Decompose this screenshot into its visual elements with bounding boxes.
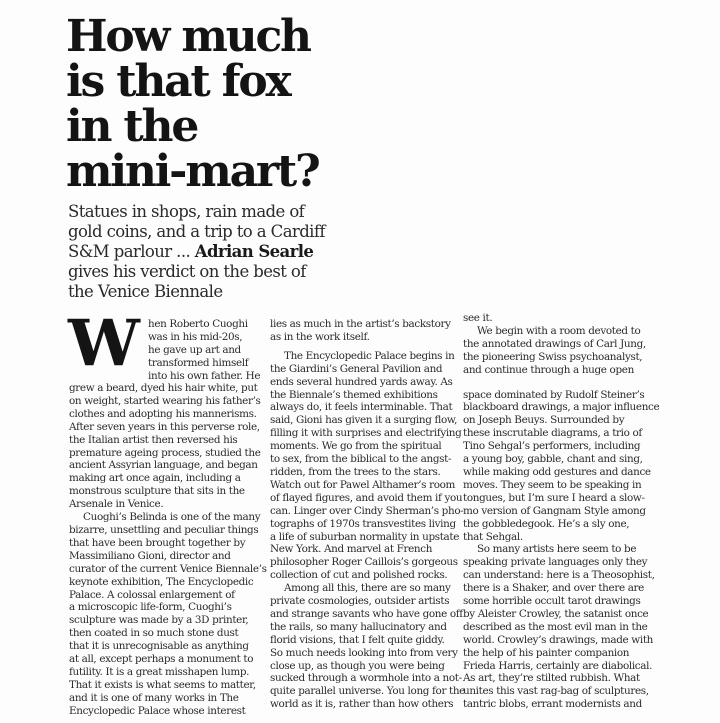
text-line: grew a beard, dyed his hair white, put <box>69 382 258 394</box>
text-line: Tino Sehgal’s performers, including <box>463 440 641 453</box>
text-line: space dominated by Rudolf Steiner’s <box>463 388 645 401</box>
text-line: these inscrutable diagrams, a trio of <box>463 427 642 440</box>
text-line: moments. We go from the spiritual <box>270 440 442 453</box>
text-line: So many artists here seem to be <box>477 543 637 556</box>
text-line: So much needs looking into from very <box>270 646 458 659</box>
text-line: tongues, but I’m sure I heard a slow- <box>463 491 645 504</box>
text-line: Among all this, there are so many <box>284 582 451 595</box>
standfirst-line: gold coins, and a trip to a Cardiff <box>68 222 325 241</box>
text-line: blackboard drawings, a major influence <box>463 401 660 414</box>
dropcap-block <box>68 306 261 382</box>
text-line: ancient Assyrian language, and began <box>69 459 258 472</box>
text-line: Arsenale in Venice. <box>69 498 164 511</box>
text-line: After seven years in this perverse role, <box>69 420 260 433</box>
text-line: said, Gioni has given it a surging flow, <box>270 414 458 427</box>
text-line: by Aleister Crowley, the satanist once <box>463 607 649 620</box>
text-line: keynote exhibition, The Encyclopedic <box>69 575 254 588</box>
text-line: Frieda Harris, certainly are diabolical. <box>463 659 653 672</box>
text-line: the annotated drawings of Carl Jung, <box>463 337 646 350</box>
text-line: on Joseph Beuys. Surrounded by <box>463 414 625 427</box>
standfirst-text: S&M parlour ... <box>68 242 195 261</box>
text-line: as in the work itself. <box>270 330 370 343</box>
text-line: clothes and adopting his mannerisms. <box>69 407 257 420</box>
text-line: always do, it feels interminable. That <box>270 401 453 414</box>
text-line: see it. <box>463 312 493 324</box>
text-line: a young boy, gabble, chant and sing, <box>463 453 643 466</box>
text-line: to sex, from the biblical to the angst- <box>270 453 452 466</box>
column-break-gap <box>463 377 653 389</box>
text-line: there is a Shaker, and over there are <box>463 582 644 595</box>
text-line: can understand: here is a Theosophist, <box>463 569 655 582</box>
text-line: Cuoghi’s Belinda is one of the many <box>83 511 261 524</box>
text-line: collection of cut and polished rocks. <box>270 569 448 582</box>
text-line: the help of his painter companion <box>463 646 630 659</box>
headline-line: in the <box>66 101 198 152</box>
text-line: and strange savants who have gone off <box>270 607 463 620</box>
text-line: was in his mid-20s, <box>148 330 243 343</box>
standfirst-line: Statues in shops, rain made of <box>68 202 305 221</box>
article-column-2 <box>270 318 465 711</box>
text-line: Watch out for Pawel Althamer’s room <box>270 478 456 491</box>
standfirst-line: gives his verdict on the best of <box>68 262 306 281</box>
text-line: filling it with surprises and electrifying <box>270 427 462 440</box>
text-line: that have been brought together by <box>69 536 246 549</box>
text-line: As art, they’re stilted rubbish. What <box>463 672 640 685</box>
headline-line: is that fox <box>66 56 290 107</box>
standfirst-line <box>68 242 368 262</box>
text-line: We begin with a room devoted to <box>477 324 641 337</box>
byline: Adrian Searle <box>194 242 314 261</box>
text-line: of flayed figures, and avoid them if you <box>270 491 463 504</box>
text-line: monstrous sculpture that sits in the <box>69 485 245 498</box>
text-line: that Sehgal. <box>463 530 523 543</box>
headline <box>66 11 366 197</box>
text-line: then coated in so much stone dust <box>69 627 239 640</box>
text-line: moves. They seem to be speaking in <box>463 478 642 491</box>
text-line: and continue through a huge open <box>463 363 634 376</box>
text-line: ridden, from the trees to the stars. <box>270 465 441 478</box>
text-line: curator of the current Venice Biennale’s <box>69 562 267 575</box>
text-line: florid visions, that I felt quite giddy. <box>270 633 445 646</box>
text-line: on weight, started wearing his father’s <box>69 394 261 407</box>
text-line: a life of suburban normality in upstate <box>270 530 460 543</box>
headline-line: mini-mart? <box>66 146 319 197</box>
text-line: private cosmologies, outsider artists <box>270 595 450 608</box>
text-line: at all, except perhaps a monument to <box>69 653 254 666</box>
article-column-3 <box>463 312 660 711</box>
text-line: that it is unrecognisable as anything <box>69 640 249 653</box>
standfirst-line: the Venice Biennale <box>68 282 223 301</box>
text-line: sucked through a wormhole into a not- <box>270 672 462 685</box>
text-line: a microscopic life-form, Cuoghi’s <box>69 601 232 614</box>
text-line: can. Linger over Cindy Sherman’s pho- <box>270 504 464 517</box>
text-line: and it is one of many works in The <box>69 691 239 704</box>
text-line: Massimiliano Gioni, director and <box>69 549 231 562</box>
dropcap-lines <box>148 318 260 383</box>
text-line: premature ageing process, studied the <box>69 446 261 459</box>
text-line: ends several hundred yards away. As <box>270 375 453 388</box>
text-line: unites this vast rag-bag of sculptures, <box>463 685 649 698</box>
text-line: while making odd gestures and dance <box>463 465 651 478</box>
text-line: speaking private languages only they <box>463 556 648 569</box>
text-line: mo version of Gangnam Style among <box>463 504 646 517</box>
text-line: the rails, so many hallucinatory and <box>270 620 447 633</box>
text-line: the gobbledegook. He’s a sly one, <box>463 517 630 530</box>
text-line: That it exists is what seems to matter, <box>69 678 256 691</box>
text-line: close up, as though you were being <box>270 659 445 672</box>
text-line: lies as much in the artist’s backstory <box>270 318 451 330</box>
text-line: The Encyclopedic Palace begins in <box>284 349 455 362</box>
standfirst <box>68 202 368 302</box>
text-line: Palace. A colossal enlargement of <box>69 588 235 601</box>
text-line: futility. It is a great misshapen lump. <box>69 665 250 678</box>
text-line: described as the most evil man in the <box>463 620 648 633</box>
text-line: philosopher Roger Caillois’s gorgeous <box>270 556 458 569</box>
text-line: the Italian artist then reversed his <box>69 433 238 446</box>
text-line: sculpture was made by a 3D printer, <box>69 614 249 627</box>
text-line: the pioneering Swiss psychoanalyst, <box>463 350 643 363</box>
text-line: the Biennale’s themed exhibitions <box>270 388 438 401</box>
article-column-1 <box>68 306 267 718</box>
text-line: tographs of 1970s transvestites living <box>270 517 456 530</box>
headline-line: How much <box>66 11 310 62</box>
text-line: world as it is, rather than how others <box>270 698 454 711</box>
text-line: hen Roberto Cuoghi <box>148 318 248 330</box>
text-line: he gave up art and <box>148 343 241 356</box>
text-line: transformed himself <box>148 356 249 369</box>
text-line: bizarre, unsettling and peculiar things <box>69 523 259 536</box>
text-line: some horrible occult tarot drawings <box>463 595 641 608</box>
text-line: the Giardini’s General Pavilion and <box>270 362 443 375</box>
text-line: New York. And marvel at French <box>270 543 433 556</box>
text-line: quite parallel universe. You long for the <box>270 685 465 698</box>
text-line: world. Crowley’s drawings, made with <box>463 633 653 646</box>
text-line: Encyclopedic Palace whose interest <box>69 704 246 717</box>
text-line: making art once again, including a <box>69 472 241 485</box>
dropcap: W <box>68 306 137 381</box>
text-line: into his own father. He <box>148 369 261 382</box>
text-line: tantric blobs, errant modernists and <box>463 698 642 711</box>
